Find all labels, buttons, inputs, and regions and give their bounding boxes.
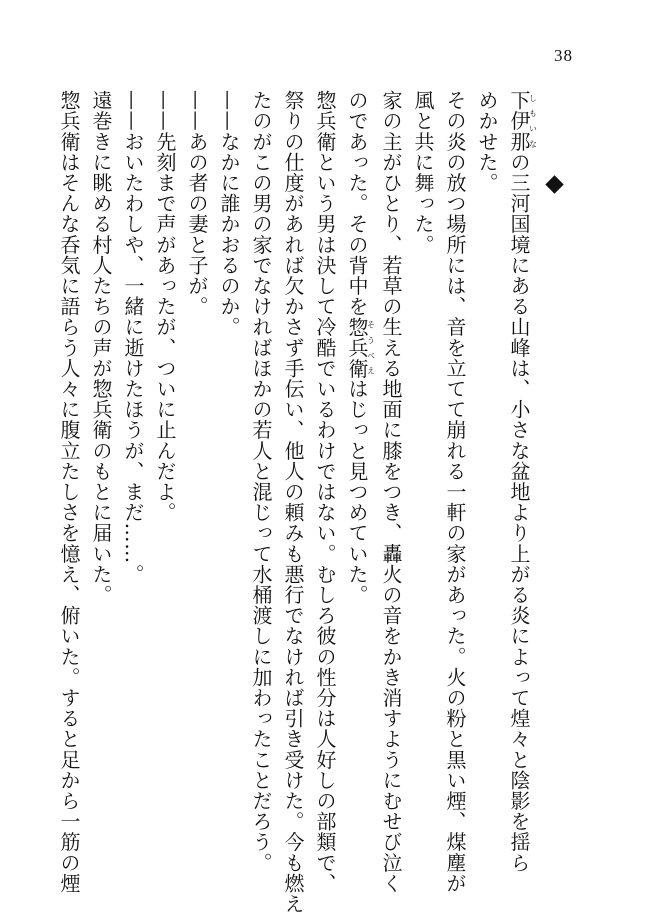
- ruby-annotation: 惣兵衛そうべえ: [345, 316, 376, 379]
- text-line: 惣兵衛はそんな呑気に語らう人々に腹立たしさを憶え、俯いた。すると足から一筋の煙: [57, 90, 81, 894]
- vertical-text-body: [57, 90, 538, 914]
- text-line: 風と共に舞った。: [411, 90, 435, 255]
- text-line: 家の主がひとり、若草の生える地面に膝をつき、轟火の音をかき消すようにむせび泣く: [379, 90, 403, 894]
- text-line: 下伊那しもいなの三河国境にある山峰は、小さな盆地より上がる炎によって煌々と陰影を揺ら: [507, 90, 538, 873]
- text-line: ——なかに誰かおるのか。: [217, 90, 241, 338]
- text-line: めかせた。: [475, 90, 499, 193]
- text-line: ——あの者の妻と子が。: [185, 90, 209, 317]
- text-line: たのがこの男の家でなければほかの若人と混じって水桶渡しに加わったことだろう。: [249, 90, 273, 873]
- section-break-diamond: [545, 175, 563, 193]
- text-line: 祭りの仕度があれば欠かさず手伝い、他人の頼みも悪行でなければ引き受けた。今も燃え: [281, 90, 305, 914]
- ruby-annotation: 下伊那しもいな: [507, 90, 538, 152]
- text-line: ——先刻まで声があったが、ついに止んだよ。: [153, 90, 177, 523]
- text-line: 遠巻きに眺める村人たちの声が惣兵衛のもとに届いた。: [89, 90, 113, 605]
- text-line: ——おいたわしや、一緒に逝けたほうが、まだ……。: [121, 90, 145, 585]
- page-number: 38: [554, 46, 573, 65]
- text-line: のであった。その背中を惣兵衛そうべえはじっと見つめていた。: [345, 90, 376, 606]
- text-line: その炎の放つ場所には、音を立てて崩れる一軒の家があった。火の粉と黒い煙、煤塵が: [443, 90, 467, 894]
- text-line: 惣兵衛という男は決して冷酷でいるわけではない。むしろ彼の性分は人好しの部類で、: [313, 90, 337, 894]
